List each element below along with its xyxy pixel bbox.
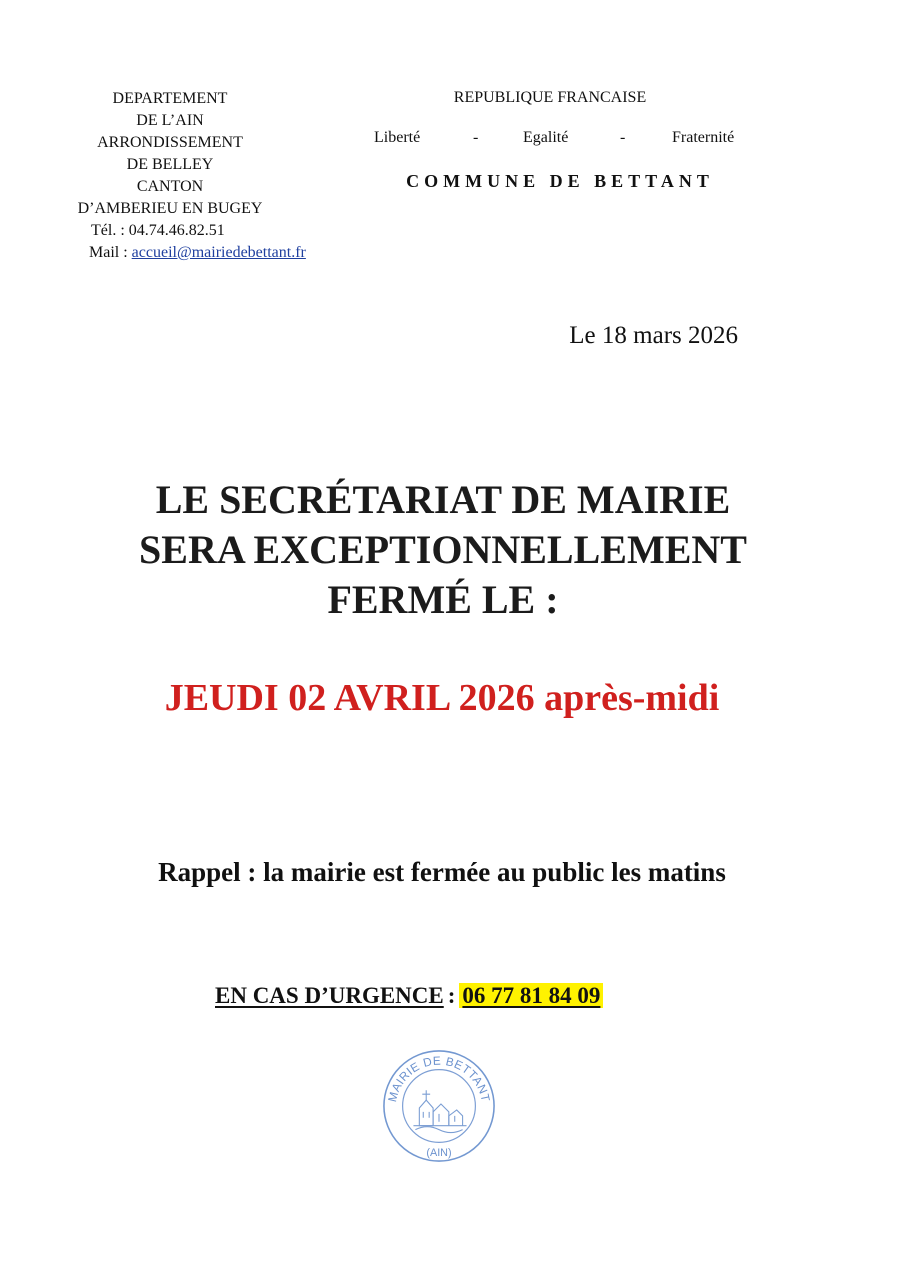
reminder-note: Rappel : la mairie est fermée au public les matins [158,857,726,887]
arrondissement-line: ARRONDISSEMENT [97,134,243,151]
motto-separator: - [473,129,479,146]
town-hall-stamp [380,1047,498,1165]
national-motto [370,129,750,151]
commune-name: COMMUNE DE BETTANT [406,171,714,191]
emergency-separator: : [447,983,456,1008]
announcement-headline [0,475,886,625]
department-name-line: DE L’AIN [136,112,204,129]
motto-liberte: Liberté [374,129,421,146]
stamp-emblem [413,1090,466,1132]
headline-line: LE SECRÉTARIAT DE MAIRIE [155,477,731,522]
svg-text:MAIRIE DE BETTANT [385,1054,493,1104]
emergency-contact [215,983,603,1009]
department-header [55,88,306,264]
emergency-phone: 06 77 81 84 09 [459,983,603,1008]
canton-line: CANTON [136,178,204,195]
headline-line: SERA EXCEPTIONNELLEMENT [139,527,747,572]
canton-name-line: D’AMBERIEU EN BUGEY [77,200,263,217]
stamp-text-bottom: (AIN) [426,1147,452,1160]
document-date: Le 18 mars 2026 [569,322,738,349]
mail-line [55,242,306,264]
republic-header [370,88,750,192]
emergency-label: EN CAS D’URGENCE [215,983,444,1008]
mail-label: Mail : [89,244,132,261]
mail-link[interactable]: accueil@mairiedebettant.fr [131,244,306,261]
department-line: DEPARTEMENT [112,90,228,107]
telephone-line: Tél. : 04.74.46.82.51 [91,222,225,239]
headline-line: FERMÉ LE : [327,577,559,622]
motto-separator: - [620,129,626,146]
motto-fraternite: Fraternité [672,129,735,146]
closing-date: JEUDI 02 AVRIL 2026 après-midi [164,677,720,719]
stamp-text-top: MAIRIE DE BETTANT [385,1053,493,1104]
republique-title: REPUBLIQUE FRANCAISE [453,89,647,106]
arrondissement-name-line: DE BELLEY [126,156,214,173]
motto-egalite: Egalité [523,129,569,146]
